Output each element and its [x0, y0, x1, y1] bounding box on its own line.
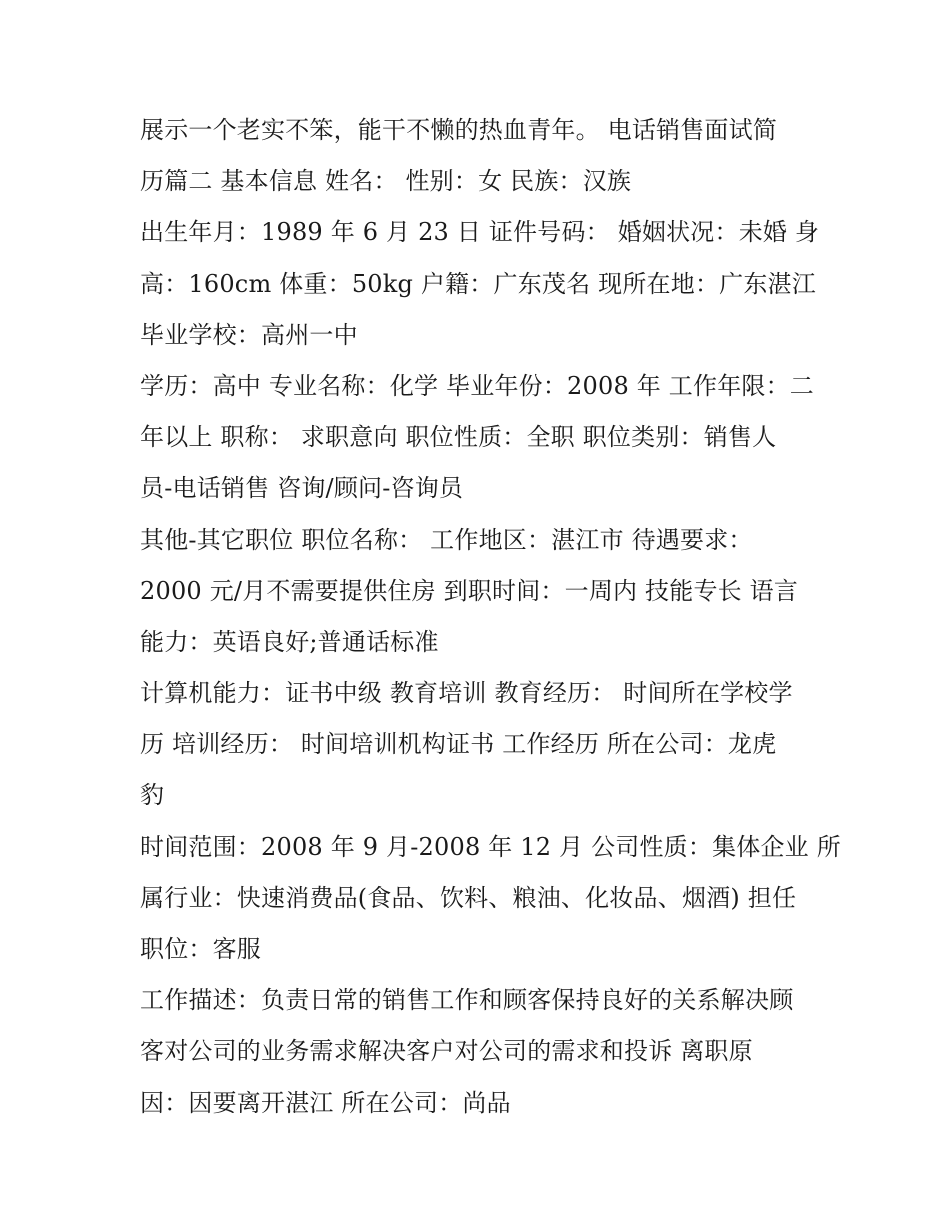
text-line: 计算机能力：证书中级 教育培训 教育经历： 时间所在学校学: [140, 679, 793, 708]
text-line: 时间范围：2008 年 9 月-2008 年 12 月 公司性质：集体企业 所: [140, 832, 841, 861]
text-line: 毕业学校：高州一中: [140, 320, 358, 349]
text-line: 员-电话销售 咨询/顾问-咨询员: [140, 474, 464, 503]
text-line: 出生年月：1989 年 6 月 23 日 证件号码： 婚姻状况：未婚 身: [140, 218, 820, 247]
text-line: 学历：高中 专业名称：化学 毕业年份：2008 年 工作年限：二: [140, 371, 814, 400]
text-line: 历 培训经历： 时间培训机构证书 工作经历 所在公司：龙虎: [140, 730, 777, 759]
text-line: 因：因要离开湛江 所在公司：尚品: [140, 1088, 511, 1117]
text-line: 历篇二 基本信息 姓名： 性别：女 民族：汉族: [140, 167, 632, 196]
text-line: 职位：客服: [140, 935, 261, 963]
text-line: 客对公司的业务需求解决客户对公司的需求和投诉 离职原: [140, 1037, 753, 1066]
text-line: 展示一个老实不笨，能干不懒的热血青年。 电话销售面试简: [140, 116, 778, 144]
text-line: 其他-其它职位 职位名称： 工作地区：湛江市 待遇要求：: [140, 525, 753, 554]
text-line: 属行业：快速消费品(食品、饮料、粮油、化妆品、烟酒) 担任: [140, 883, 797, 912]
text-line: 年以上 职称： 求职意向 职位性质：全职 职位类别：销售人: [140, 423, 777, 452]
text-line: 工作描述：负责日常的销售工作和顾客保持良好的关系解决顾: [140, 986, 794, 1015]
text-line: 2000 元/月不需要提供住房 到职时间：一周内 技能专长 语言: [140, 576, 799, 605]
resume-text-body: [140, 105, 841, 1129]
text-line: 能力：英语良好;普通话标准: [140, 627, 439, 656]
text-line: 高：160cm 体重：50kg 户籍：广东茂名 现所在地：广东湛江: [140, 269, 816, 298]
text-line: 豹: [140, 781, 165, 810]
